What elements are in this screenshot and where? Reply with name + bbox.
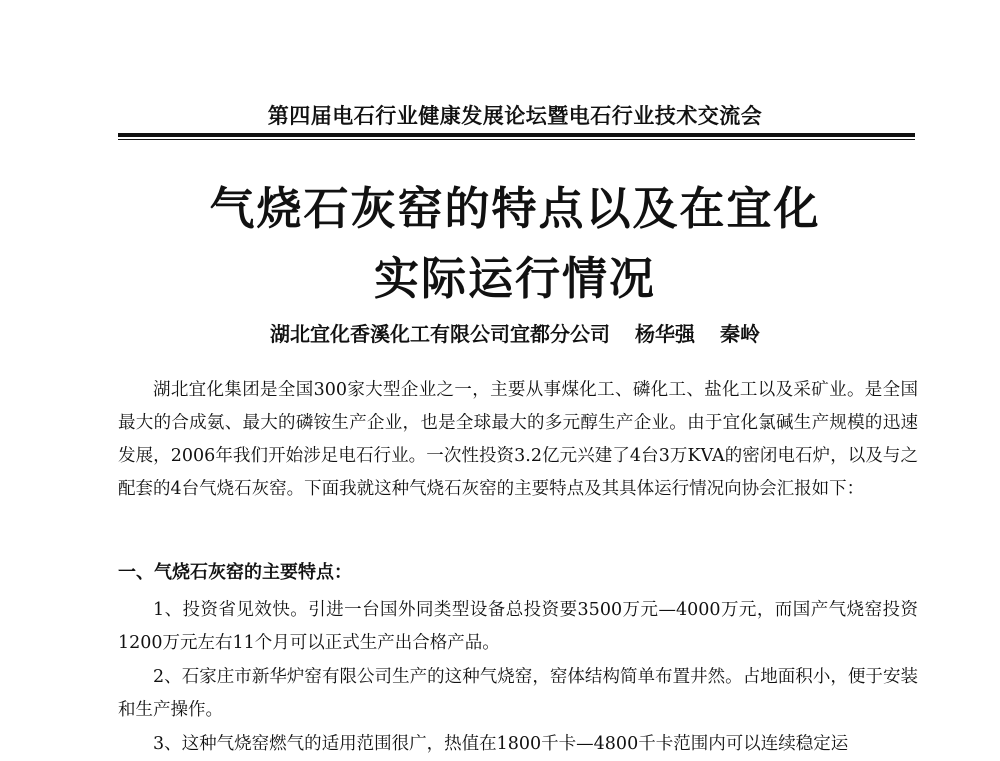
section-heading-1: 一、气烧石灰窑的主要特点：: [118, 562, 352, 583]
author-affiliation: 湖北宜化香溪化工有限公司宜都分公司: [270, 322, 611, 346]
header-rule-thick: [118, 133, 915, 137]
intro-text: 湖北宜化集团是全国300家大型企业之一，主要从事煤化工、磷化工、盐化工以及采矿业。是全国最大的合成氨、最大的磷铵生产企业，也是全球最大的多元醇生产企业。由于宜化氯碱生产规模的迅速发展，2006年我们开始涉足电石行业。一次性投资3.2亿元兴建了4台3万KVA的密闭电石炉，以及与之配套的4台气烧石灰窑。下面我就这种气烧石灰窑的主要特点及其具体运行情况向协会汇报如下：: [118, 380, 918, 499]
list-item-3: [118, 728, 918, 761]
list-item-1: [118, 594, 918, 660]
list-item-2-text: 2、石家庄市新华炉窑有限公司生产的这种气烧窑，窑体结构简单布置井然。占地面积小，便于安装和生产操作。: [118, 667, 918, 720]
intro-paragraph: [118, 374, 918, 506]
running-header: 第四届电石行业健康发展论坛暨电石行业技术交流会: [267, 103, 763, 128]
list-item-3-text: 3、这种气烧窑燃气的适用范围很广，热值在1800千卡—4800千卡范围内可以连续稳定运: [153, 734, 849, 754]
list-item-2: [118, 661, 918, 727]
paper-title-line-2: 实际运行情况: [373, 252, 656, 305]
list-item-1-text: 1、投资省见效快。引进一台国外同类型设备总投资要3500万元—4000万元，而国产气烧窑投资1200万元左右11个月可以正式生产出合格产品。: [118, 600, 918, 653]
paper-title-line-1: 气烧石灰窑的特点以及在宜化: [209, 182, 821, 235]
author-name-2: 秦岭: [719, 322, 760, 346]
header-rule-thin: [118, 139, 915, 140]
byline: [115, 318, 915, 347]
author-name-1: 杨华强: [635, 322, 695, 346]
